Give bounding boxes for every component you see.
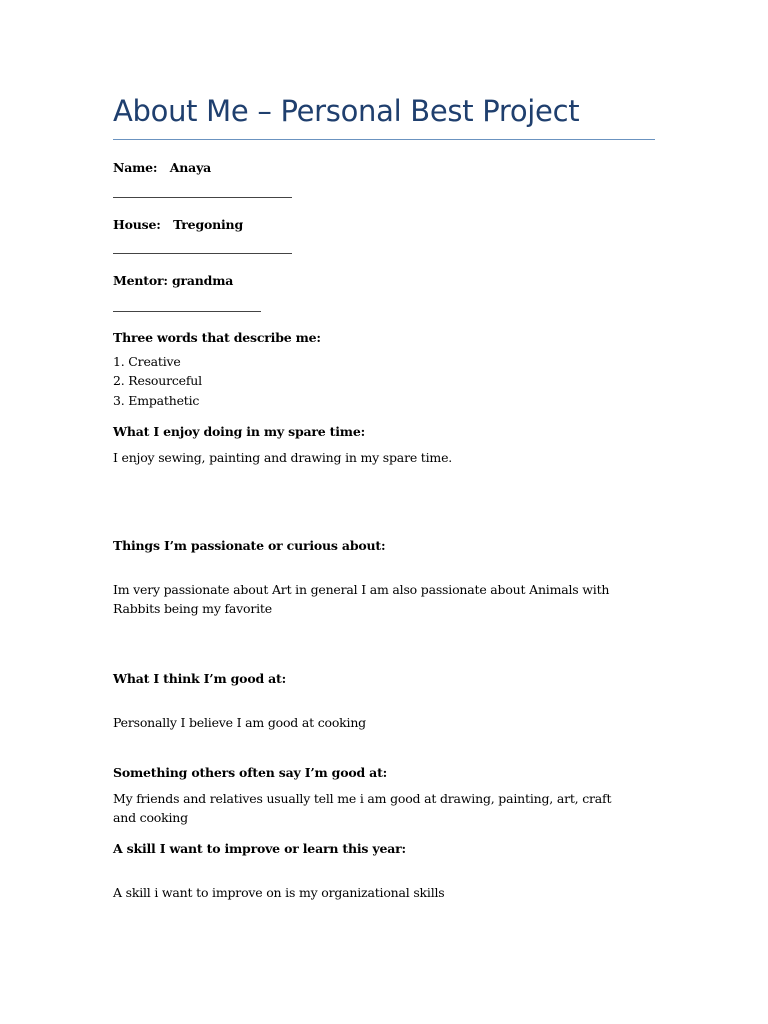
mentor-blank-line xyxy=(113,311,261,312)
others-say-heading: Something others often say I’m good at: xyxy=(113,765,388,780)
house-label: House: xyxy=(113,217,161,232)
house-value: Tregoning xyxy=(173,217,243,232)
house-line xyxy=(113,217,243,232)
spare-time-answer: I enjoy sewing, painting and drawing in my spare time. xyxy=(113,450,453,465)
skill-heading: A skill I want to improve or learn this year: xyxy=(113,841,406,856)
mentor-value: grandma xyxy=(171,273,234,288)
name-line xyxy=(113,160,211,175)
document-title: About Me – Personal Best Project xyxy=(113,94,580,128)
three-words-list xyxy=(113,352,202,410)
name-value: Anaya xyxy=(169,160,212,175)
mentor-line xyxy=(113,273,233,288)
name-label: Name: xyxy=(113,160,158,175)
list-item: 3. Empathetic xyxy=(113,392,200,408)
skill-answer: A skill i want to improve on is my organizational skills xyxy=(113,885,445,900)
list-item: 2. Resourceful xyxy=(113,373,202,389)
house-blank-line xyxy=(113,253,292,254)
mentor-label: Mentor: xyxy=(113,273,168,288)
spare-time-heading: What I enjoy doing in my spare time: xyxy=(113,424,365,439)
passions-heading: Things I’m passionate or curious about: xyxy=(113,538,386,553)
list-item: 1. Creative xyxy=(113,354,181,369)
good-at-heading: What I think I’m good at: xyxy=(113,671,287,686)
passions-answer: Im very passionate about Art in general I am also passionate about Animals with Rabbits being my favorite xyxy=(113,582,610,616)
title-underline xyxy=(113,139,655,140)
others-say-answer: My friends and relatives usually tell me i am good at drawing, painting, art, craft and cooking xyxy=(113,791,612,825)
name-blank-line xyxy=(113,197,292,198)
good-at-answer: Personally I believe I am good at cooking xyxy=(113,715,366,730)
three-words-heading: Three words that describe me: xyxy=(113,330,321,345)
